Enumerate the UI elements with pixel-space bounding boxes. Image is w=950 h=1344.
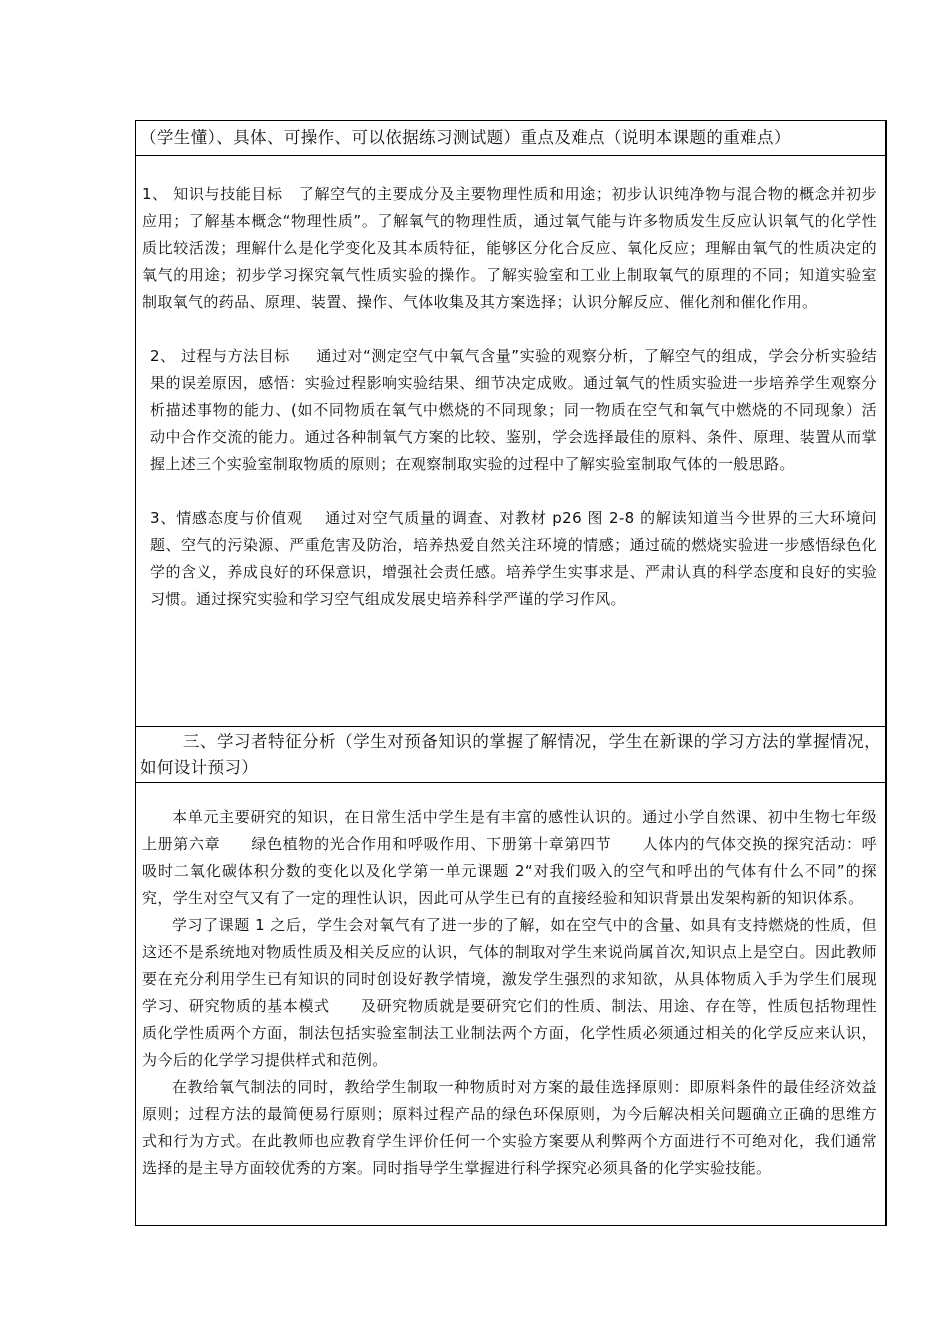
objectives-content [142,181,877,613]
objective-text: 了解空气的主要成分及主要物理性质和用途；初步认识纯净物与混合物的概念并初步应用；了解基本概念“物理性质”。了解氧气的物理性质，通过氧气能与许多物质发生反应认识氧气的化学性质比较活泼；理解什么是化学变化及其本质特征，能够区分化合反应、氧化反应；理解由氧气的性质决定的氧气的用途；初步学习探究氧气性质实验的操作。了解实验室和工业上制取氧气的原理的不同；知道实验室制取氧气的药品、原理、装置、操作、气体收集及其方案选择；认识分解反应、催化剂和催化作用。 [142,185,877,311]
objective-text: 通过对空气质量的调查、对教材 p26 图 2-8 的解读知道当今世界的三大环境问题、空气的污染源、严重危害及防治，培养热爱自然关注环境的情感；通过硫的燃烧实验进一步感悟绿色化学的含义，养成良好的环保意识，增强社会责任感。培养学生实事求是、严肃认真的科学态度和良好的实验习惯。通过探究实验和学习空气组成发展史培养科学严谨的学习作风。 [150,509,877,608]
objective-process [142,343,877,478]
learner-header-row [136,727,885,783]
objective-knowledge [142,181,877,316]
objective-label: 1、 知识与技能目标 [142,185,283,203]
objective-attitude [142,505,877,613]
learner-paragraph: 学习了课题 1 之后，学生会对氧气有了进一步的了解，如在空气中的含量、如具有支持燃烧的性质，但这还不是系统地对物质性质及相关反应的认识，气体的制取对学生来说尚属首次,知识点上是空白。因此教师要在充分利用学生已有知识的同时创设好教学情境，激发学生强烈的求知欲，从具体物质入手为学生们展现学习、研究物质的基本模式 及研究物质就是要研究它们的性质、制法、用途、存在等，性质包括物理性质化学性质两个方面，制法包括实验室制法工业制法两个方面，化学性质必须通过相关的化学反应来认识，为今后的化学学习提供样式和范例。 [142,916,877,1069]
objective-label: 2、 过程与方法目标 [150,347,290,365]
objectives-header: （学生懂）、具体、可操作、可以依据练习测试题）重点及难点（说明本课题的重难点） [140,128,791,147]
objective-text: 通过对“测定空气中氧气含量”实验的观察分析，了解空气的组成，学会分析实验结果的误差原因，感悟：实验过程影响实验结果、细节决定成败。通过氧气的性质实验进一步培养学生观察分析描述事物的能力、(如不同物质在氧气中燃烧的不同现象；同一物质在空气和氧气中燃烧的不同现象）活动中合作交流的能力。通过各种制氧气方案的比较、鉴别，学会选择最佳的原料、条件、原理、装置从而掌握上述三个实验室制取物质的原则；在观察制取实验的过程中了解实验室制取气体的一般思路。 [150,347,878,473]
objectives-header-row [136,121,885,155]
learner-paragraph: 在教给氧气制法的同时，教给学生制取一种物质时对方案的最佳选择原则：即原料条件的最佳经济效益原则；过程方法的最简便易行原则；原料过程产品的绿色环保原则，为今后解决相关问题确立正确的思维方式和行为方式。在此教师也应教育学生评价任何一个实验方案要从利弊两个方面进行不可绝对化，我们通常选择的是主导方面较优秀的方案。同时指导学生掌握进行科学探究必须具备的化学实验技能。 [142,1078,877,1177]
lesson-plan-table [135,120,887,1226]
learner-content [142,804,877,1182]
learner-header: 三、学习者特征分析（学生对预备知识的掌握了解情况，学生在新课的学习方法的掌握情况，如何设计预习） [140,732,881,777]
objectives-content-row [136,156,885,726]
objective-label: 3、情感态度与价值观 [150,509,303,527]
learner-content-row [136,783,885,1223]
learner-paragraph: 本单元主要研究的知识，在日常生活中学生是有丰富的感性认识的。通过小学自然课、初中生物七年级上册第六章 绿色植物的光合作用和呼吸作用、下册第十章第四节 人体内的气体交换的探究活动：呼吸时二氧化碳体积分数的变化以及化学第一单元课题 2“对我们吸入的空气和呼出的气体有什么不同”的探究，学生对空气又有了一定的理性认识，因此可从学生已有的直接经验和知识背景出发架构新的知识体系。 [142,808,877,907]
